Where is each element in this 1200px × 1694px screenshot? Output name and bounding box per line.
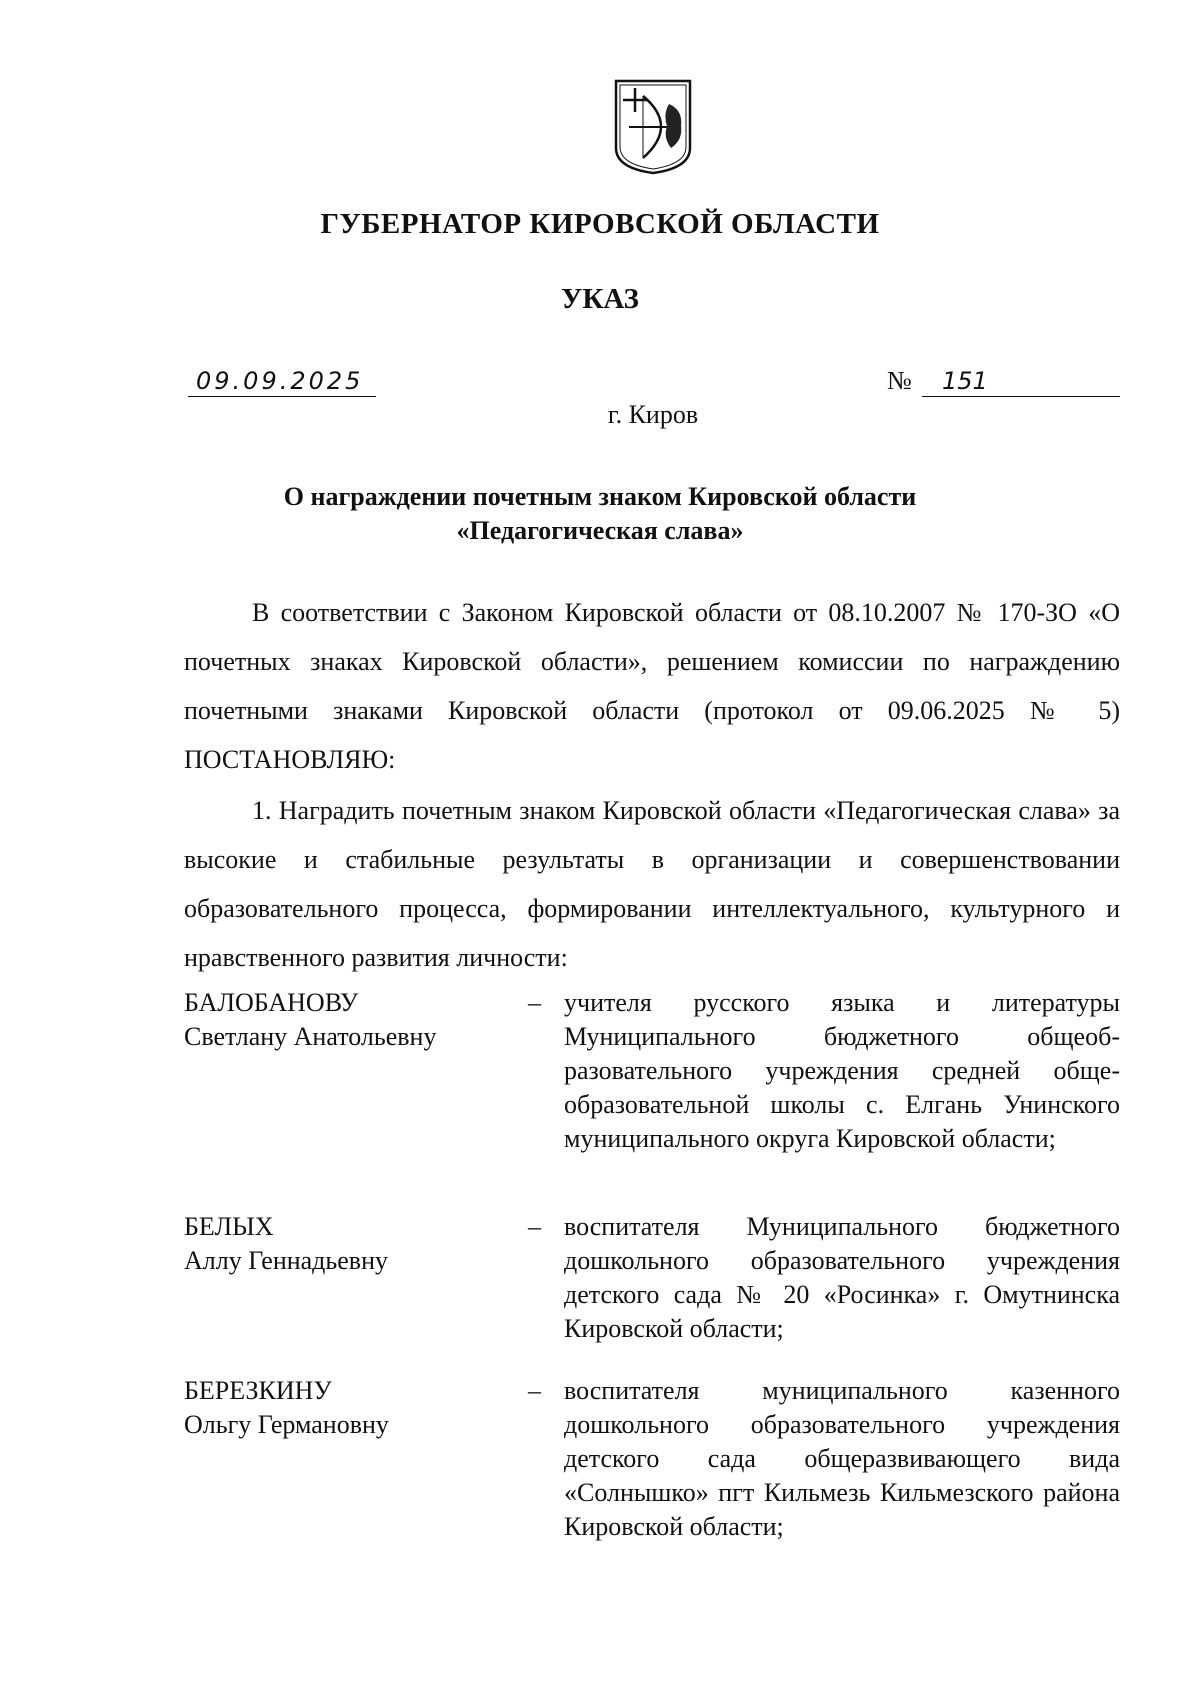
separator-dash: – — [528, 1376, 541, 1405]
awardee-given-names: Аллу Геннадьевну — [184, 1246, 389, 1275]
awardee-surname: БЕЛЫХ — [184, 1212, 274, 1241]
awardee-surname: БАЛОБАНОВУ — [184, 988, 359, 1017]
award-clause-paragraph: 1. Наградить почетным знаком Кировской области «Педагогическая слава» за высокие и стабильные результаты в организации и совершенствовании образовательного процесса, формировании интеллектуального, культурного и нравственного развития личности: — [184, 796, 1120, 972]
decree-number: 151 — [922, 366, 1120, 397]
number-label: № — [887, 366, 912, 395]
awardee-position: воспитателя муниципального казенного дошкольного образовательного учреждения детского сада общеразвивающего вида «Солнышко» пгт Кильмезь Кильмезского района Кировской области; — [564, 1376, 1120, 1541]
subject-line-1: О награждении почетным знаком Кировской области — [283, 482, 917, 511]
awardee-name — [184, 986, 514, 1054]
awardee-surname: БЕРЕЗКИНУ — [184, 1376, 332, 1405]
separator-dash: – — [528, 988, 541, 1017]
decree-date: 09.09.2025 — [188, 366, 376, 397]
coat-of-arms-emblem — [613, 78, 693, 176]
awardee-name — [184, 1374, 514, 1442]
document-type: УКАЗ — [561, 283, 639, 315]
awardee-position: учителя русского языка и литературы Муниципального бюджетного общеобразовательного учреждения средней общеобразовательной школы с. Елгань Унинского муниципального округа Кировской области; — [564, 988, 1120, 1153]
decree-subject — [0, 480, 1200, 548]
awardee-name — [184, 1210, 514, 1278]
subject-line-2: «Педагогическая слава» — [456, 516, 744, 545]
awardee-given-names: Ольгу Германовну — [184, 1410, 389, 1439]
issue-city: г. Киров — [607, 400, 699, 429]
issuer-title: ГУБЕРНАТОР КИРОВСКОЙ ОБЛАСТИ — [320, 208, 880, 240]
preamble-paragraph: В соответствии с Законом Кировской области от 08.10.2007 № 170-ЗО «О почетных знаках Кировской области», решением комиссии по награждению почетными знаками Кировской области (протокол от 09.06.2025 № 5) ПОСТАНОВЛЯЮ: — [184, 598, 1120, 774]
awardee-position: воспитателя Муниципального бюджетного дошкольного образовательного учреждения детского сада № 20 «Росинка» г. Омутнинска Кировской области; — [564, 1212, 1120, 1343]
separator-dash: – — [528, 1212, 541, 1241]
awardee-given-names: Светлану Анатольевну — [184, 1022, 437, 1051]
